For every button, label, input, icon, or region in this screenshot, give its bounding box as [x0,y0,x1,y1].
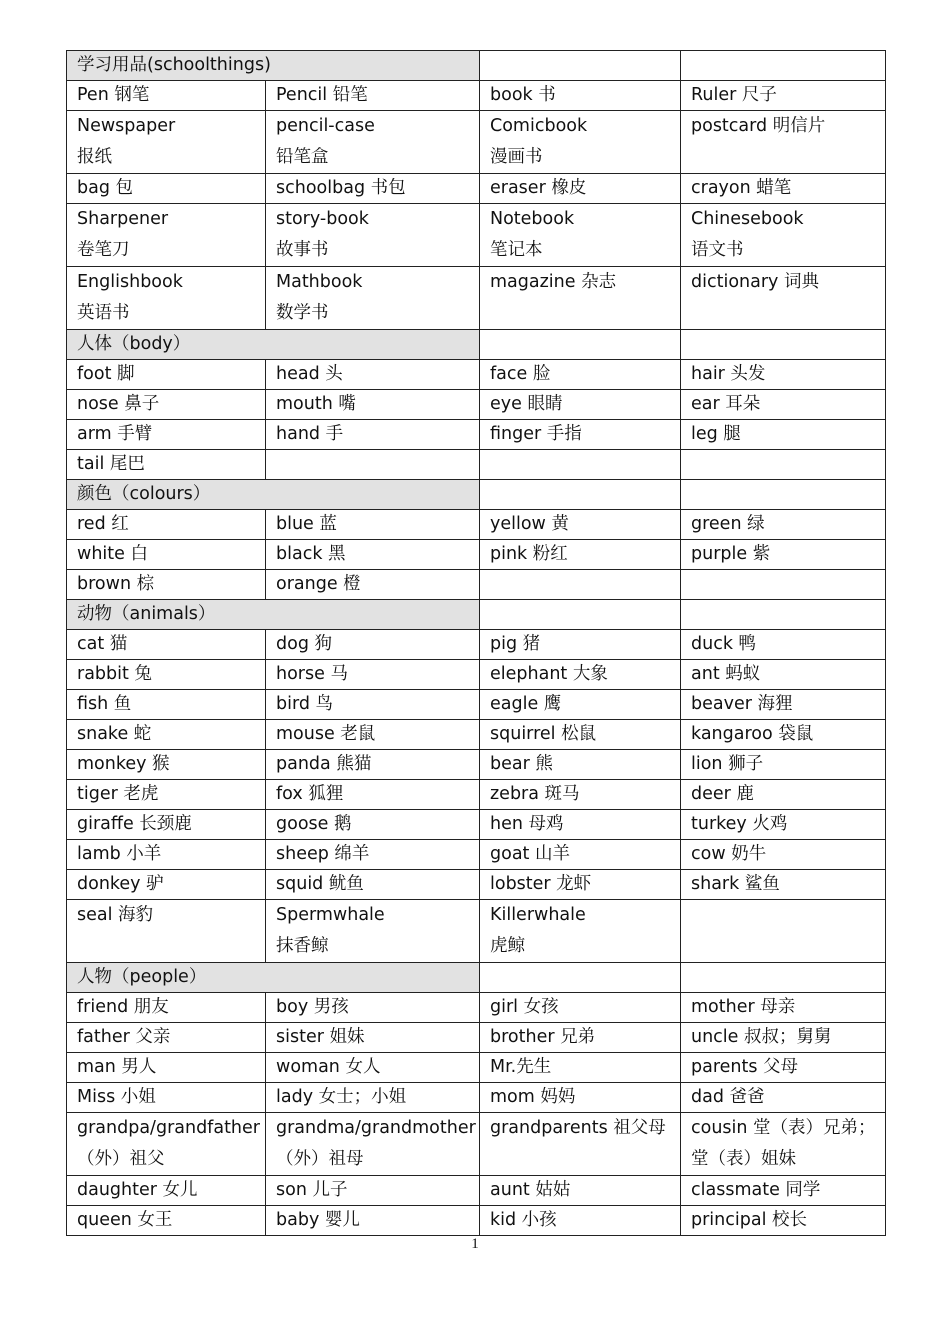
vocab-chinese: 英语书 [77,303,130,323]
vocab-chinese: 抹香鲸 [276,936,329,956]
vocab-cell [67,267,266,330]
vocab-cell: beaver 海狸 [681,690,886,720]
vocab-cell: eraser 橡皮 [480,174,681,204]
table-row [67,174,886,204]
vocab-chinese [77,931,265,962]
vocab-cell: squid 鱿鱼 [266,870,480,900]
vocab-cell: Ruler 尺子 [681,81,886,111]
table-row [67,540,886,570]
vocab-cell: tiger 老虎 [67,780,266,810]
vocab-cell: mother 母亲 [681,993,886,1023]
vocab-cell: lobster 龙虾 [480,870,681,900]
vocab-cell [266,900,480,963]
vocab-cell [67,204,266,267]
vocab-cell: grandma/grandmother（外）祖母 [266,1113,480,1176]
vocab-english: dictionary 词典 [691,272,819,292]
vocab-cell [681,450,886,480]
empty-cell [480,480,681,510]
vocab-english: Mathbook [276,272,363,292]
table-row [67,1053,886,1083]
table-row [67,81,886,111]
section-header-row [67,51,886,81]
vocab-cell: Pen 钢笔 [67,81,266,111]
vocab-english: Chinesebook [691,209,804,229]
table-row [67,900,886,963]
vocab-cell: face 脸 [480,360,681,390]
vocab-chinese: 卷笔刀 [77,240,130,260]
vocab-cell: lion 狮子 [681,750,886,780]
table-row [67,267,886,330]
empty-cell [480,51,681,81]
vocab-cell: yellow 黄 [480,510,681,540]
vocab-cell: principal 校长 [681,1206,886,1236]
vocab-chinese: 笔记本 [490,240,543,260]
vocab-cell: tail 尾巴 [67,450,266,480]
vocab-chinese [691,298,885,329]
vocab-english: Englishbook [77,272,183,292]
vocab-cell: cat 猫 [67,630,266,660]
vocab-cell: duck 鸭 [681,630,886,660]
vocab-cell: Pencil 铅笔 [266,81,480,111]
empty-cell [480,600,681,630]
vocab-cell: horse 马 [266,660,480,690]
table-row [67,690,886,720]
vocab-chinese [691,142,885,173]
vocab-cell: daughter 女儿 [67,1176,266,1206]
vocab-cell: donkey 驴 [67,870,266,900]
vocab-english: Killerwhale [490,905,586,925]
vocab-cell [480,267,681,330]
table-row [67,420,886,450]
vocab-cell: lady 女士；小姐 [266,1083,480,1113]
vocab-cell: leg 腿 [681,420,886,450]
table-row [67,993,886,1023]
vocab-cell: black 黑 [266,540,480,570]
vocab-cell: white 白 [67,540,266,570]
vocab-cell: dad 爸爸 [681,1083,886,1113]
vocab-cell: pink 粉红 [480,540,681,570]
vocab-cell: finger 手指 [480,420,681,450]
vocab-english: seal 海豹 [77,905,154,925]
vocab-cell [681,111,886,174]
table-row [67,1113,886,1176]
vocab-cell: grandparents 祖父母 [480,1113,681,1176]
vocab-english: Sharpener [77,209,169,229]
vocabulary-table [66,50,886,1236]
table-row [67,450,886,480]
vocab-cell: Miss 小姐 [67,1083,266,1113]
vocab-cell: pig 猪 [480,630,681,660]
vocab-cell: purple 紫 [681,540,886,570]
section-header-row [67,330,886,360]
vocab-cell: bag 包 [67,174,266,204]
vocab-cell: blue 蓝 [266,510,480,540]
vocab-chinese: 故事书 [276,240,329,260]
vocab-cell: deer 鹿 [681,780,886,810]
table-row [67,1206,886,1236]
vocab-cell: hen 母鸡 [480,810,681,840]
vocab-english: story-book [276,209,369,229]
table-row [67,390,886,420]
vocab-cell [480,204,681,267]
page-number: 1 [471,1236,479,1252]
empty-cell [681,330,886,360]
vocab-cell: baby 婴儿 [266,1206,480,1236]
vocab-english: magazine 杂志 [490,272,617,292]
table-row [67,1083,886,1113]
vocab-cell: mouth 嘴 [266,390,480,420]
vocab-cell: man 男人 [67,1053,266,1083]
section-title: 颜色（colours） [67,480,480,510]
vocab-cell: arm 手臂 [67,420,266,450]
vocab-english: postcard 明信片 [691,116,826,136]
vocab-cell [681,204,886,267]
table-row [67,360,886,390]
table-row [67,720,886,750]
vocab-cell: bird 鸟 [266,690,480,720]
table-row [67,510,886,540]
vocab-cell: classmate 同学 [681,1176,886,1206]
vocab-cell: ear 耳朵 [681,390,886,420]
section-title: 人体（body） [67,330,480,360]
section-header-row [67,963,886,993]
vocab-english: Notebook [490,209,575,229]
table-row [67,111,886,174]
vocab-cell: crayon 蜡笔 [681,174,886,204]
vocab-cell [266,111,480,174]
table-row [67,570,886,600]
vocab-cell [266,267,480,330]
vocab-cell: hand 手 [266,420,480,450]
table-row [67,1023,886,1053]
vocab-chinese: 漫画书 [490,147,543,167]
vocab-cell: kangaroo 袋鼠 [681,720,886,750]
vocab-cell [266,450,480,480]
vocab-cell: schoolbag 书包 [266,174,480,204]
table-row [67,840,886,870]
vocab-cell: mom 妈妈 [480,1083,681,1113]
vocab-chinese [490,298,680,329]
vocab-cell: squirrel 松鼠 [480,720,681,750]
vocab-chinese: 语文书 [691,240,744,260]
vocab-cell: rabbit 兔 [67,660,266,690]
vocab-english: Comicbook [490,116,588,136]
vocab-cell [480,450,681,480]
vocab-cell [480,900,681,963]
empty-cell [681,480,886,510]
vocab-cell: queen 女王 [67,1206,266,1236]
vocabulary-table-body [67,51,886,1236]
empty-cell [681,51,886,81]
section-header-row [67,600,886,630]
table-row [67,630,886,660]
empty-cell [480,963,681,993]
vocab-cell: fish 鱼 [67,690,266,720]
vocab-cell: green 绿 [681,510,886,540]
table-row [67,750,886,780]
vocab-cell: giraffe 长颈鹿 [67,810,266,840]
vocab-cell: uncle 叔叔；舅舅 [681,1023,886,1053]
vocab-cell: grandpa/grandfather（外）祖父 [67,1113,266,1176]
vocab-english: pencil-case [276,116,375,136]
vocab-cell: son 儿子 [266,1176,480,1206]
table-row [67,1176,886,1206]
vocab-cell: lamb 小羊 [67,840,266,870]
table-row [67,204,886,267]
vocab-cell [681,570,886,600]
vocab-cell [681,900,886,963]
vocab-chinese: 数学书 [276,303,329,323]
vocab-cell: aunt 姑姑 [480,1176,681,1206]
table-row [67,780,886,810]
vocab-cell: book 书 [480,81,681,111]
vocab-cell: ant 蚂蚁 [681,660,886,690]
vocab-cell: mouse 老鼠 [266,720,480,750]
vocab-cell: cousin 堂（表）兄弟；堂（表）姐妹 [681,1113,886,1176]
vocab-cell: Mr.先生 [480,1053,681,1083]
vocab-cell: father 父亲 [67,1023,266,1053]
vocab-cell: sister 姐妹 [266,1023,480,1053]
vocab-chinese: 铅笔盒 [276,147,329,167]
vocab-cell: red 红 [67,510,266,540]
vocab-cell: cow 奶牛 [681,840,886,870]
vocab-cell: goat 山羊 [480,840,681,870]
vocab-cell: zebra 斑马 [480,780,681,810]
vocab-cell: panda 熊猫 [266,750,480,780]
vocab-cell [67,900,266,963]
table-row [67,870,886,900]
section-title: 学习用品(schoolthings) [67,51,480,81]
vocab-cell: monkey 猴 [67,750,266,780]
table-row [67,810,886,840]
vocab-cell: sheep 绵羊 [266,840,480,870]
vocab-cell: goose 鹅 [266,810,480,840]
vocab-cell: elephant 大象 [480,660,681,690]
vocab-cell: snake 蛇 [67,720,266,750]
vocab-cell: friend 朋友 [67,993,266,1023]
vocab-cell [681,267,886,330]
vocab-cell: head 头 [266,360,480,390]
vocab-cell: foot 脚 [67,360,266,390]
vocab-cell: woman 女人 [266,1053,480,1083]
vocab-cell: boy 男孩 [266,993,480,1023]
vocab-chinese: 虎鲸 [490,936,525,956]
table-row [67,660,886,690]
vocab-cell: orange 橙 [266,570,480,600]
vocab-english: Spermwhale [276,905,385,925]
vocab-cell: fox 狐狸 [266,780,480,810]
vocab-cell: parents 父母 [681,1053,886,1083]
vocab-cell: kid 小孩 [480,1206,681,1236]
vocab-cell: dog 狗 [266,630,480,660]
vocab-cell: bear 熊 [480,750,681,780]
empty-cell [681,963,886,993]
vocab-cell: eagle 鹰 [480,690,681,720]
vocab-cell [67,111,266,174]
vocab-cell: shark 鲨鱼 [681,870,886,900]
vocab-cell: nose 鼻子 [67,390,266,420]
vocab-cell [266,204,480,267]
empty-cell [480,330,681,360]
vocab-cell: eye 眼睛 [480,390,681,420]
vocab-cell [480,111,681,174]
vocab-cell [480,570,681,600]
vocab-cell: brother 兄弟 [480,1023,681,1053]
section-title: 人物（people） [67,963,480,993]
vocab-english: Newspaper [77,116,176,136]
section-title: 动物（animals） [67,600,480,630]
vocab-cell: girl 女孩 [480,993,681,1023]
vocab-chinese [691,900,885,931]
section-header-row [67,480,886,510]
vocab-chinese: 报纸 [77,147,112,167]
vocab-cell: hair 头发 [681,360,886,390]
vocab-cell: turkey 火鸡 [681,810,886,840]
vocab-cell: brown 棕 [67,570,266,600]
empty-cell [681,600,886,630]
